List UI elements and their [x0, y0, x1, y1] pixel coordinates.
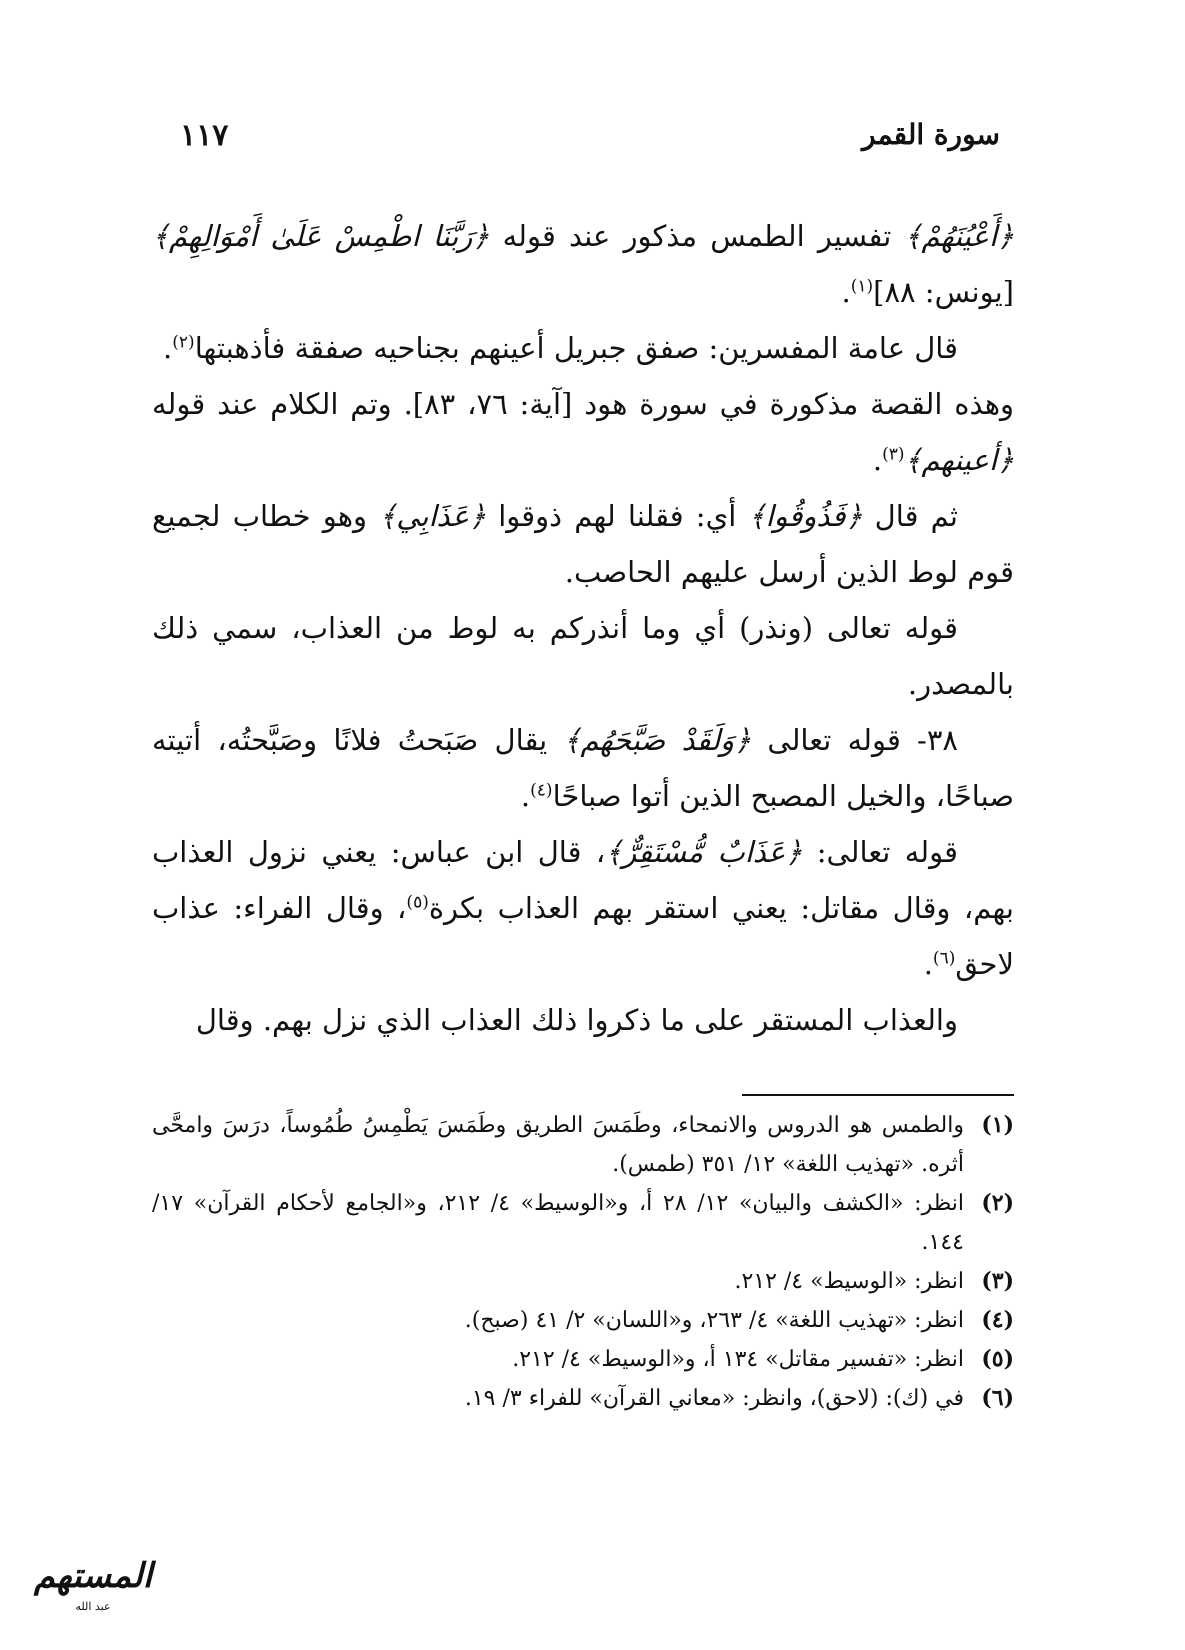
text-run: وهذه القصة مذكورة في سورة هود [آية: ٧٦، ٨٣]. وتم الكلام عند قوله: [152, 387, 1015, 421]
publisher-logo: [18, 1552, 168, 1632]
paragraph-6: [152, 712, 1014, 824]
text-run: أي: فقلنا لهم ذوقوا: [486, 499, 749, 533]
text-run: [يونس: ٨٨]: [873, 275, 1014, 309]
quran-quote: ﴿وَلَقَدْ صَبَّحَهُم﴾: [563, 723, 752, 757]
text-run: قال عامة المفسرين: صفق جبريل أعينهم بجناحيه صفقة فأذهبتها: [194, 331, 958, 365]
text-run: تفسير الطمس مذكور عند قوله: [489, 219, 905, 253]
footnote-text: انظر: «الوسيط» ٤/ ٢١٢.: [734, 1269, 964, 1294]
footnote-number: (٢): [981, 1190, 1014, 1216]
quran-quote: ﴿أعينهم﴾: [904, 443, 1014, 477]
footnote-text: انظر: «تفسير مقاتل» ١٣٤ أ، و«الوسيط» ٤/ ٢١٢.: [512, 1347, 964, 1372]
paragraph-8: [152, 992, 1014, 1048]
page-number: ١١٧: [180, 118, 229, 153]
text-run: .: [872, 443, 883, 477]
footnote-ref-2: (٢): [172, 332, 195, 353]
footnote-text: انظر: «تهذيب اللغة» ٤/ ٢٦٣، و«اللسان» ٢/ ٤١ (صبح).: [464, 1308, 964, 1333]
body-text: [152, 208, 1014, 1048]
logo-subtext: عبد الله: [75, 1600, 111, 1613]
text-run: ، وقال الفراء: عذاب لاحق: [152, 891, 1014, 981]
quran-quote: ﴿عَذَابٌ مُّسْتَقِرٌّ﴾: [605, 835, 803, 869]
footnote-number: (٥): [981, 1346, 1014, 1372]
footnote-6: [152, 1379, 1014, 1418]
footnote-ref-4: (٤): [530, 780, 553, 801]
footnote-text: انظر: «الكشف والبيان» ١٢/ ٢٨ أ، و«الوسيط» ٤/ ٢١٢، و«الجامع لأحكام القرآن» ١٧/ ١٤٤.: [152, 1191, 964, 1255]
quran-quote: ﴿فَذُوقُوا﴾: [748, 499, 863, 533]
paragraph-7: [152, 824, 1014, 992]
page-header: [180, 118, 1000, 168]
paragraph-2: [152, 320, 1014, 376]
text-run: والعذاب المستقر على ما ذكروا ذلك العذاب الذي نزل بهم. وقال: [195, 1003, 958, 1037]
surah-title: سورة القمر: [862, 118, 1000, 151]
text-run: .: [923, 947, 933, 981]
footnote-1: [152, 1106, 1014, 1184]
footnote-2: [152, 1184, 1014, 1262]
footnote-3: [152, 1262, 1014, 1301]
logo-text: المستهم: [33, 1556, 153, 1596]
paragraph-3: [152, 376, 1014, 488]
text-run: .: [520, 779, 531, 813]
paragraph-4: [152, 488, 1014, 600]
footnote-number: (١): [981, 1112, 1014, 1138]
text-run: وهو خطاب لجميع قوم لوط الذين أرسل عليهم الحاصب.: [152, 499, 1014, 589]
footnote-number: (٣): [981, 1268, 1014, 1294]
footnote-4: [152, 1301, 1014, 1340]
footnote-ref-5: (٥): [406, 892, 429, 913]
footnote-ref-3: (٣): [882, 444, 905, 465]
footnotes: [152, 1106, 1014, 1418]
text-run: .: [163, 331, 173, 365]
footnote-ref-1: (١): [850, 276, 874, 297]
footnote-text: في (ك): (لاحق)، وانظر: «معاني القرآن» للفراء ٣/ ١٩.: [464, 1386, 964, 1411]
quran-quote: ﴿رَبَّنَا اطْمِسْ عَلَىٰ أَمْوَالِهِمْ﴾: [152, 219, 490, 253]
text-run: يقال صَبَحتُ فلانًا وصَبَّحتُه، أتيته صباحًا، والخيل المصبح الذين أتوا صباحًا: [152, 723, 1014, 813]
text-run: ، قال ابن عباس: يعني نزول العذاب بهم، وقال مقاتل: يعني استقر بهم العذاب بكرة: [152, 835, 1014, 925]
text-run: قوله تعالى:: [802, 835, 958, 869]
text-run: ثم قال: [862, 499, 959, 533]
quran-quote: ﴿عَذَابِي﴾: [379, 499, 487, 533]
verse-number-text: ٣٨- قوله تعالى: [751, 723, 959, 757]
footnote-number: (٦): [981, 1385, 1014, 1411]
text-run: .: [841, 275, 851, 309]
text-run: قوله تعالى (ونذر) أي وما أنذركم به لوط من العذاب، سمي ذلك بالمصدر.: [152, 611, 1014, 701]
quran-quote: ﴿أَعْيُنَهُمْ﴾: [904, 219, 1014, 253]
footnote-number: (٤): [981, 1307, 1014, 1333]
footnote-text: والطمس هو الدروس والانمحاء، وطَمَسَ الطريق وطَمَسَ يَطْمِسُ طُمُوساً، درَسَ وامحَّى أثره. «تهذيب اللغة» ١٢/ ٣٥١ (طمس).: [152, 1113, 964, 1177]
paragraph-5: [152, 600, 1014, 712]
footnote-separator: [742, 1094, 1014, 1096]
footnote-5: [152, 1340, 1014, 1379]
footnote-ref-6: (٦): [932, 948, 956, 969]
paragraph-1: [152, 208, 1014, 320]
